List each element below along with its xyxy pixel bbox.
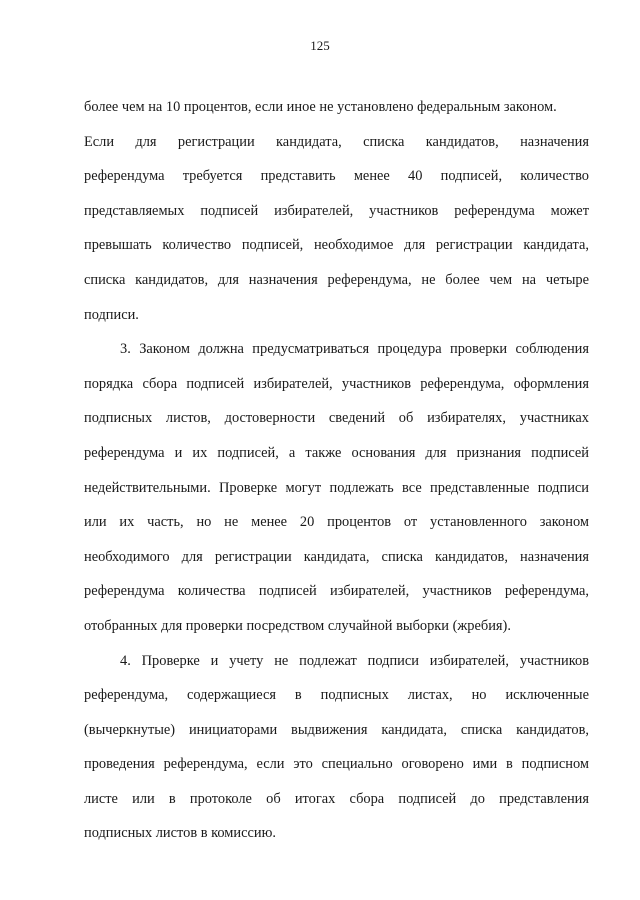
document-body <box>84 90 589 851</box>
text-line: или их часть, но не менее 20 процентов от установленного законом <box>84 514 589 531</box>
paragraph-item-3 <box>84 332 589 643</box>
text-line: референдума и их подписей, а также основания для признания подписей <box>84 444 589 461</box>
text-line: референдума количества подписей избирателей, участников референдума, <box>84 583 589 600</box>
text-line: 4. Проверке и учету не подлежат подписи избирателей, участников <box>120 652 589 669</box>
text-line: референдума требуется представить менее 40 подписей, количество <box>84 168 589 185</box>
text-line: 3. Законом должна предусматриваться процедура проверки соблюдения <box>120 341 589 358</box>
page-number: 125 <box>310 38 330 53</box>
text-line: референдума, содержащиеся в подписных листах, но исключенные <box>84 687 589 704</box>
paragraph-1 <box>84 90 589 332</box>
text-line: порядка сбора подписей избирателей, участников референдума, оформления <box>84 375 589 392</box>
text-line: проведения референдума, если это специально оговорено ими в подписном <box>84 756 589 773</box>
text-line: необходимого для регистрации кандидата, списка кандидатов, назначения <box>84 548 589 565</box>
text-line: списка кандидатов, для назначения референдума, не более чем на четыре <box>84 271 589 288</box>
text-line: представляемых подписей избирателей, участников референдума может <box>84 202 589 219</box>
text-line: подписных листов, достоверности сведений об избирателях, участниках <box>84 410 589 427</box>
text-line: более чем на 10 процентов, если иное не установлено федеральным законом. <box>84 99 557 115</box>
text-line: недействительными. Проверке могут подлежать все представленные подписи <box>84 479 589 496</box>
text-line: Если для регистрации кандидата, списка кандидатов, назначения <box>84 133 589 150</box>
text-line: листе или в протоколе об итогах сбора подписей до представления <box>84 790 589 807</box>
text-line: подписи. <box>84 306 139 323</box>
text-line: превышать количество подписей, необходимое для регистрации кандидата, <box>84 237 589 254</box>
paragraph-item-4 <box>84 644 589 852</box>
text-line: отобранных для проверки посредством случайной выборки (жребия). <box>84 617 511 634</box>
text-line: подписных листов в комиссию. <box>84 825 276 842</box>
text-line: (вычеркнутые) инициаторами выдвижения кандидата, списка кандидатов, <box>84 721 589 738</box>
